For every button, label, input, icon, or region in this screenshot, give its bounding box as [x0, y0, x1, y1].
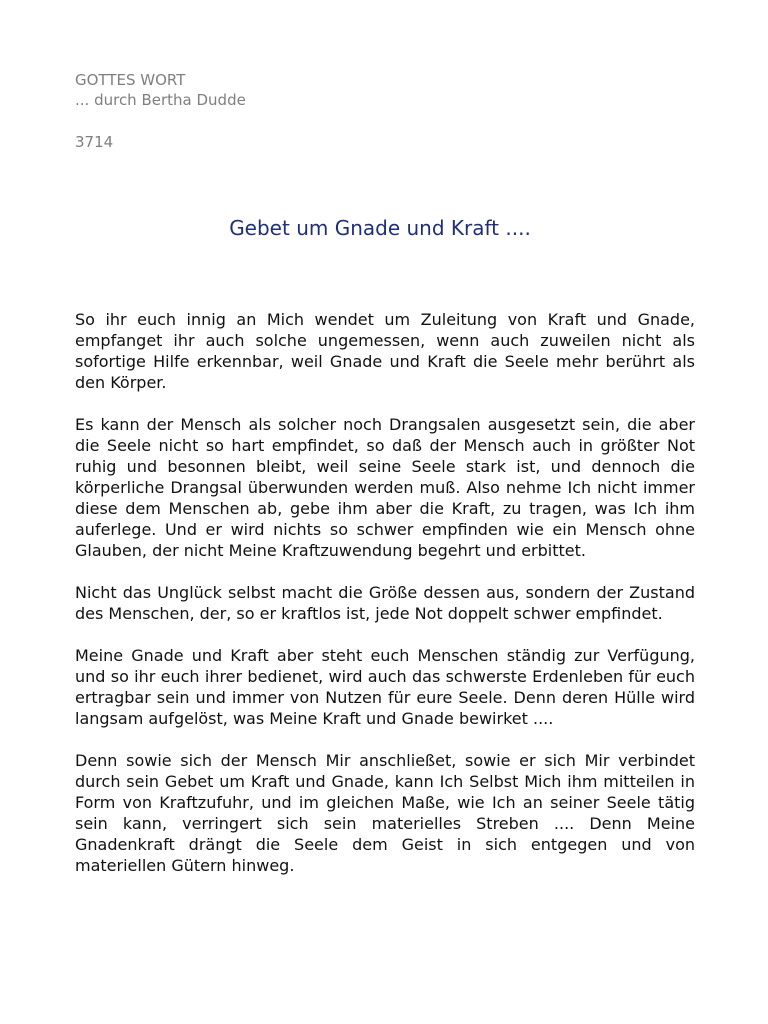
document-number: 3714	[75, 133, 114, 151]
paragraph-2: Es kann der Mensch als solcher noch Drangsalen ausgesetzt sein, die aber die Seele nicht so hart empfindet, so daß der Mensch auch in größter Not ruhig und besonnen bleibt, weil seine Seele stark ist, und dennoch die körperliche Drangsal überwunden werden muß. Also nehme Ich nicht immer diese dem Menschen ab, gebe ihm aber die Kraft, zu tragen, was Ich ihm auferlege. Und er wird nichts so schwer empfinden wie ein Mensch ohne Glauben, der nicht Meine Kraftzuwendung begehrt und erbittet.	[75, 415, 695, 560]
document-body	[75, 309, 695, 876]
paragraph-5: Denn sowie sich der Mensch Mir anschließet, sowie er sich Mir verbindet durch sein Gebet um Kraft und Gnade, kann Ich Selbst Mich ihm mitteilen in Form von Kraftzufuhr, und im gleichen Maße, wie Ich an seiner Seele tätig sein kann, verringert sich sein materielles Streben .... Denn Meine Gnadenkraft drängt die Seele dem Geist in sich entgegen und von materiellen Gütern hinweg.	[75, 751, 695, 875]
document-header	[75, 70, 246, 152]
document-title: Gebet um Gnade und Kraft ....	[229, 216, 531, 240]
header-source: GOTTES WORT	[75, 71, 186, 89]
header-author: ... durch Bertha Dudde	[75, 91, 246, 109]
paragraph-3: Nicht das Unglück selbst macht die Größe dessen aus, sondern der Zustand des Menschen, der, so er kraftlos ist, jede Not doppelt schwer empfindet.	[75, 583, 695, 623]
paragraph-1: So ihr euch innig an Mich wendet um Zuleitung von Kraft und Gnade, empfanget ihr auch solche ungemessen, wenn auch zuweilen nicht als sofortige Hilfe erkennbar, weil Gnade und Kraft die Seele mehr berührt als den Körper.	[75, 310, 695, 392]
paragraph-4: Meine Gnade und Kraft aber steht euch Menschen ständig zur Verfügung, und so ihr euch ihrer bedienet, wird auch das schwerste Erdenleben für euch ertragbar sein und immer von Nutzen für eure Seele. Denn deren Hülle wird langsam aufgelöst, was Meine Kraft und Gnade bewirket ....	[75, 646, 695, 728]
